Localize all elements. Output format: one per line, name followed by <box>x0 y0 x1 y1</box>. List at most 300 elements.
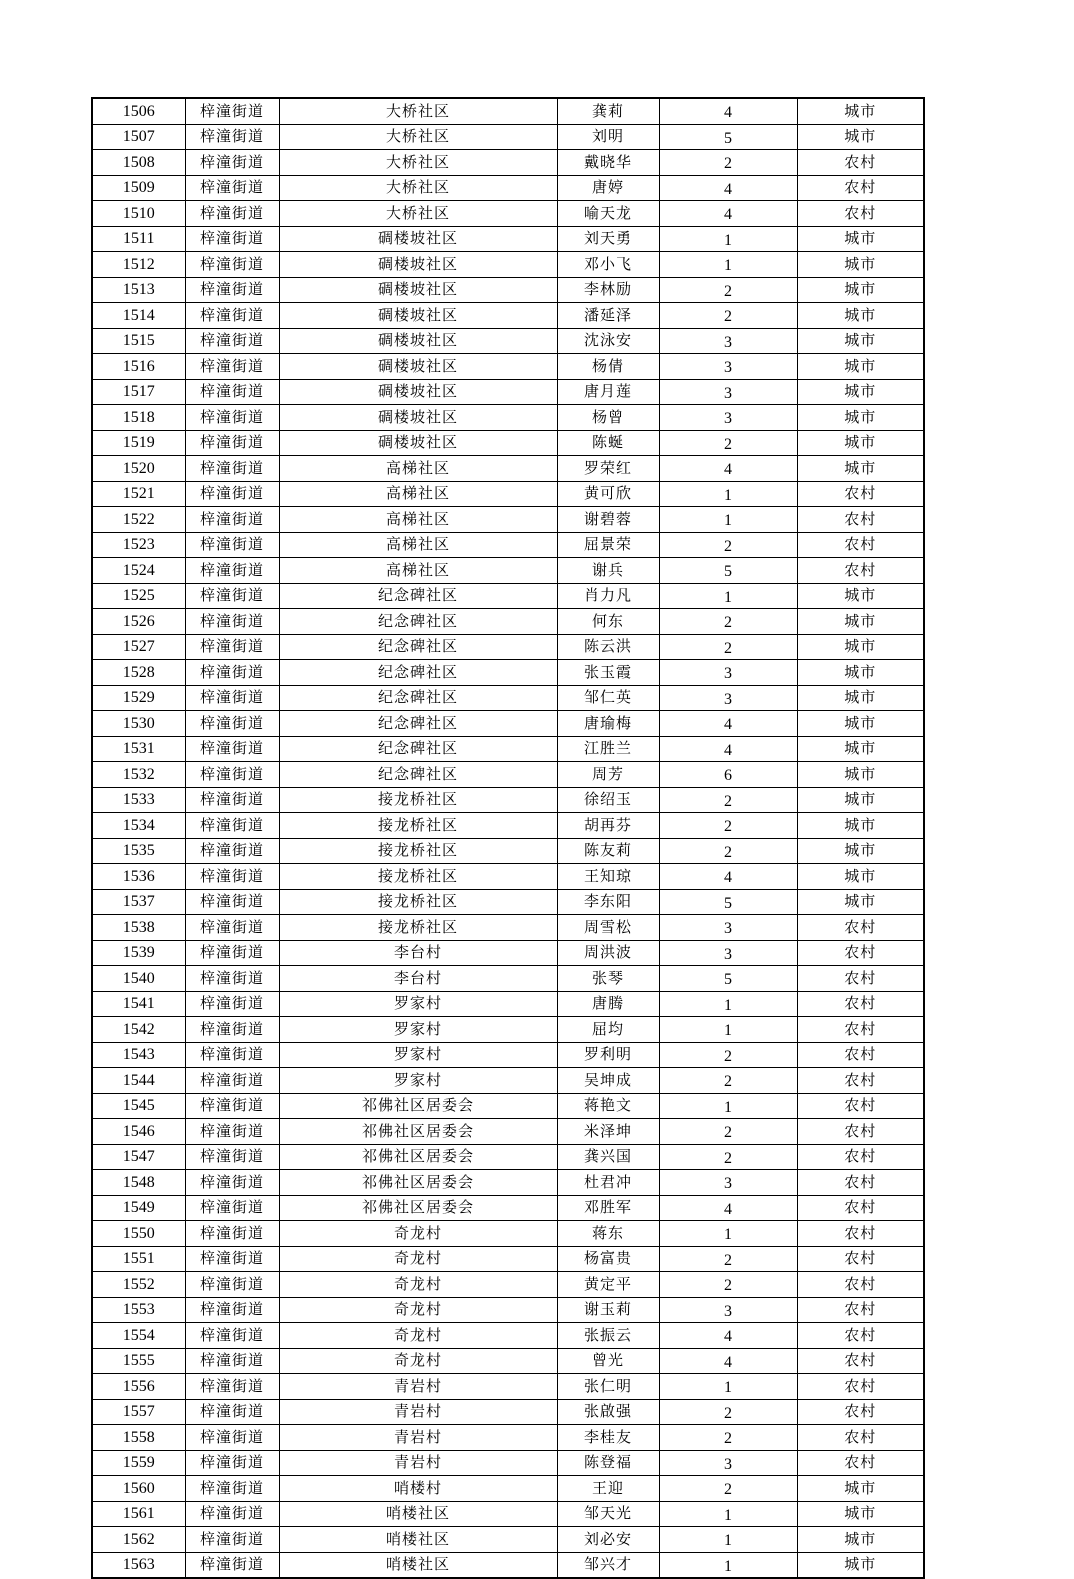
table-row <box>92 1450 924 1476</box>
serial-number-cell: 1550 <box>92 1221 185 1247</box>
name-cell: 黄定平 <box>557 1272 659 1298</box>
area-type-cell: 城市 <box>797 226 924 252</box>
household-size-cell: 5 <box>659 558 797 584</box>
street-cell: 梓潼街道 <box>185 1399 279 1425</box>
table-row <box>92 1501 924 1527</box>
table-row <box>92 507 924 533</box>
serial-number-cell: 1526 <box>92 609 185 635</box>
area-type-cell: 城市 <box>797 634 924 660</box>
street-cell: 梓潼街道 <box>185 456 279 482</box>
community-cell: 纪念碑社区 <box>279 583 557 609</box>
area-type-cell: 城市 <box>797 609 924 635</box>
serial-number-cell: 1534 <box>92 813 185 839</box>
name-cell: 邹兴才 <box>557 1552 659 1578</box>
community-cell: 青岩村 <box>279 1425 557 1451</box>
community-cell: 哨楼村 <box>279 1476 557 1502</box>
serial-number-cell: 1532 <box>92 762 185 788</box>
area-type-cell: 农村 <box>797 1093 924 1119</box>
area-type-cell: 农村 <box>797 1170 924 1196</box>
name-cell: 罗荣红 <box>557 456 659 482</box>
name-cell: 曾光 <box>557 1348 659 1374</box>
household-size-cell: 2 <box>659 838 797 864</box>
name-cell: 龚兴国 <box>557 1144 659 1170</box>
street-cell: 梓潼街道 <box>185 252 279 278</box>
serial-number-cell: 1559 <box>92 1450 185 1476</box>
table-row <box>92 379 924 405</box>
name-cell: 杨倩 <box>557 354 659 380</box>
area-type-cell: 城市 <box>797 660 924 686</box>
area-type-cell: 城市 <box>797 1476 924 1502</box>
table-row <box>92 762 924 788</box>
community-cell: 奇龙村 <box>279 1221 557 1247</box>
community-cell: 祁佛社区居委会 <box>279 1093 557 1119</box>
area-type-cell: 农村 <box>797 201 924 227</box>
household-size-cell: 2 <box>659 430 797 456</box>
table-row <box>92 277 924 303</box>
serial-number-cell: 1543 <box>92 1042 185 1068</box>
table-row <box>92 201 924 227</box>
serial-number-cell: 1535 <box>92 838 185 864</box>
serial-number-cell: 1554 <box>92 1323 185 1349</box>
table-row <box>92 634 924 660</box>
community-cell: 纪念碑社区 <box>279 736 557 762</box>
community-cell: 碉楼坡社区 <box>279 252 557 278</box>
area-type-cell: 城市 <box>797 354 924 380</box>
table-row <box>92 532 924 558</box>
community-cell: 接龙桥社区 <box>279 813 557 839</box>
community-cell: 奇龙村 <box>279 1323 557 1349</box>
name-cell: 邹仁英 <box>557 685 659 711</box>
name-cell: 邹天光 <box>557 1501 659 1527</box>
area-type-cell: 农村 <box>797 1144 924 1170</box>
table-row <box>92 787 924 813</box>
community-cell: 哨楼社区 <box>279 1552 557 1578</box>
community-cell: 青岩村 <box>279 1399 557 1425</box>
household-size-cell: 1 <box>659 583 797 609</box>
serial-number-cell: 1557 <box>92 1399 185 1425</box>
community-cell: 碉楼坡社区 <box>279 430 557 456</box>
community-cell: 高梯社区 <box>279 558 557 584</box>
table-row <box>92 864 924 890</box>
name-cell: 李林励 <box>557 277 659 303</box>
street-cell: 梓潼街道 <box>185 328 279 354</box>
community-cell: 青岩村 <box>279 1374 557 1400</box>
community-cell: 大桥社区 <box>279 150 557 176</box>
name-cell: 陈云洪 <box>557 634 659 660</box>
name-cell: 潘延泽 <box>557 303 659 329</box>
name-cell: 张玉霞 <box>557 660 659 686</box>
community-cell: 祁佛社区居委会 <box>279 1144 557 1170</box>
table-row <box>92 124 924 150</box>
community-cell: 祁佛社区居委会 <box>279 1119 557 1145</box>
name-cell: 王迎 <box>557 1476 659 1502</box>
area-type-cell: 城市 <box>797 379 924 405</box>
community-cell: 奇龙村 <box>279 1246 557 1272</box>
serial-number-cell: 1520 <box>92 456 185 482</box>
community-cell: 奇龙村 <box>279 1348 557 1374</box>
community-cell: 奇龙村 <box>279 1297 557 1323</box>
community-cell: 哨楼社区 <box>279 1501 557 1527</box>
name-cell: 周洪波 <box>557 940 659 966</box>
household-size-cell: 2 <box>659 1425 797 1451</box>
area-type-cell: 城市 <box>797 98 924 124</box>
community-cell: 接龙桥社区 <box>279 889 557 915</box>
serial-number-cell: 1510 <box>92 201 185 227</box>
household-size-cell: 1 <box>659 507 797 533</box>
street-cell: 梓潼街道 <box>185 277 279 303</box>
area-type-cell: 农村 <box>797 1374 924 1400</box>
street-cell: 梓潼街道 <box>185 838 279 864</box>
street-cell: 梓潼街道 <box>185 864 279 890</box>
name-cell: 屈景荣 <box>557 532 659 558</box>
area-type-cell: 农村 <box>797 1068 924 1094</box>
table-row <box>92 1093 924 1119</box>
household-size-cell: 2 <box>659 1042 797 1068</box>
area-type-cell: 农村 <box>797 1221 924 1247</box>
street-cell: 梓潼街道 <box>185 405 279 431</box>
table-row <box>92 328 924 354</box>
community-cell: 碉楼坡社区 <box>279 405 557 431</box>
street-cell: 梓潼街道 <box>185 1246 279 1272</box>
household-size-cell: 3 <box>659 1450 797 1476</box>
street-cell: 梓潼街道 <box>185 966 279 992</box>
name-cell: 米泽坤 <box>557 1119 659 1145</box>
name-cell: 蒋艳文 <box>557 1093 659 1119</box>
name-cell: 沈泳安 <box>557 328 659 354</box>
street-cell: 梓潼街道 <box>185 634 279 660</box>
street-cell: 梓潼街道 <box>185 991 279 1017</box>
community-cell: 接龙桥社区 <box>279 838 557 864</box>
area-type-cell: 城市 <box>797 405 924 431</box>
street-cell: 梓潼街道 <box>185 583 279 609</box>
area-type-cell: 农村 <box>797 1246 924 1272</box>
name-cell: 谢碧蓉 <box>557 507 659 533</box>
table-row <box>92 430 924 456</box>
street-cell: 梓潼街道 <box>185 481 279 507</box>
household-size-cell: 2 <box>659 1246 797 1272</box>
table-row <box>92 991 924 1017</box>
serial-number-cell: 1556 <box>92 1374 185 1400</box>
street-cell: 梓潼街道 <box>185 1501 279 1527</box>
table-row <box>92 1323 924 1349</box>
table-row <box>92 1552 924 1578</box>
area-type-cell: 城市 <box>797 328 924 354</box>
area-type-cell: 城市 <box>797 252 924 278</box>
table-row <box>92 966 924 992</box>
street-cell: 梓潼街道 <box>185 1374 279 1400</box>
community-cell: 高梯社区 <box>279 507 557 533</box>
serial-number-cell: 1551 <box>92 1246 185 1272</box>
table-row <box>92 1374 924 1400</box>
street-cell: 梓潼街道 <box>185 736 279 762</box>
community-cell: 纪念碑社区 <box>279 762 557 788</box>
table-row <box>92 1527 924 1553</box>
street-cell: 梓潼街道 <box>185 124 279 150</box>
area-type-cell: 农村 <box>797 1272 924 1298</box>
area-type-cell: 城市 <box>797 762 924 788</box>
area-type-cell: 城市 <box>797 787 924 813</box>
table-row <box>92 1042 924 1068</box>
serial-number-cell: 1511 <box>92 226 185 252</box>
serial-number-cell: 1508 <box>92 150 185 176</box>
serial-number-cell: 1558 <box>92 1425 185 1451</box>
street-cell: 梓潼街道 <box>185 660 279 686</box>
community-cell: 碉楼坡社区 <box>279 277 557 303</box>
serial-number-cell: 1561 <box>92 1501 185 1527</box>
household-size-cell: 6 <box>659 762 797 788</box>
name-cell: 李桂友 <box>557 1425 659 1451</box>
street-cell: 梓潼街道 <box>185 787 279 813</box>
community-cell: 接龙桥社区 <box>279 787 557 813</box>
serial-number-cell: 1530 <box>92 711 185 737</box>
table-row <box>92 226 924 252</box>
household-size-cell: 5 <box>659 966 797 992</box>
street-cell: 梓潼街道 <box>185 532 279 558</box>
street-cell: 梓潼街道 <box>185 98 279 124</box>
name-cell: 张琴 <box>557 966 659 992</box>
street-cell: 梓潼街道 <box>185 1425 279 1451</box>
street-cell: 梓潼街道 <box>185 430 279 456</box>
serial-number-cell: 1528 <box>92 660 185 686</box>
table-row <box>92 1348 924 1374</box>
area-type-cell: 农村 <box>797 1017 924 1043</box>
table-row <box>92 1195 924 1221</box>
street-cell: 梓潼街道 <box>185 915 279 941</box>
name-cell: 王知琼 <box>557 864 659 890</box>
area-type-cell: 农村 <box>797 966 924 992</box>
household-size-cell: 2 <box>659 634 797 660</box>
serial-number-cell: 1507 <box>92 124 185 150</box>
name-cell: 徐绍玉 <box>557 787 659 813</box>
street-cell: 梓潼街道 <box>185 711 279 737</box>
street-cell: 梓潼街道 <box>185 1068 279 1094</box>
area-type-cell: 农村 <box>797 1399 924 1425</box>
serial-number-cell: 1538 <box>92 915 185 941</box>
name-cell: 杜君冲 <box>557 1170 659 1196</box>
table-row <box>92 736 924 762</box>
community-cell: 祁佛社区居委会 <box>279 1170 557 1196</box>
serial-number-cell: 1540 <box>92 966 185 992</box>
table-row <box>92 354 924 380</box>
serial-number-cell: 1515 <box>92 328 185 354</box>
household-size-cell: 2 <box>659 609 797 635</box>
table-row <box>92 303 924 329</box>
serial-number-cell: 1536 <box>92 864 185 890</box>
area-type-cell: 城市 <box>797 1501 924 1527</box>
serial-number-cell: 1545 <box>92 1093 185 1119</box>
community-cell: 接龙桥社区 <box>279 915 557 941</box>
community-cell: 碉楼坡社区 <box>279 226 557 252</box>
name-cell: 张啟强 <box>557 1399 659 1425</box>
street-cell: 梓潼街道 <box>185 762 279 788</box>
name-cell: 张仁明 <box>557 1374 659 1400</box>
name-cell: 罗利明 <box>557 1042 659 1068</box>
household-size-cell: 5 <box>659 889 797 915</box>
name-cell: 黄可欣 <box>557 481 659 507</box>
household-size-cell: 4 <box>659 1348 797 1374</box>
household-size-cell: 3 <box>659 660 797 686</box>
street-cell: 梓潼街道 <box>185 507 279 533</box>
table-row <box>92 150 924 176</box>
serial-number-cell: 1552 <box>92 1272 185 1298</box>
community-cell: 高梯社区 <box>279 481 557 507</box>
street-cell: 梓潼街道 <box>185 1450 279 1476</box>
name-cell: 江胜兰 <box>557 736 659 762</box>
area-type-cell: 城市 <box>797 685 924 711</box>
area-type-cell: 农村 <box>797 558 924 584</box>
serial-number-cell: 1544 <box>92 1068 185 1094</box>
household-size-cell: 1 <box>659 1527 797 1553</box>
serial-number-cell: 1542 <box>92 1017 185 1043</box>
name-cell: 李东阳 <box>557 889 659 915</box>
serial-number-cell: 1546 <box>92 1119 185 1145</box>
serial-number-cell: 1560 <box>92 1476 185 1502</box>
community-cell: 纪念碑社区 <box>279 660 557 686</box>
name-cell: 胡再芬 <box>557 813 659 839</box>
household-size-cell: 2 <box>659 1399 797 1425</box>
street-cell: 梓潼街道 <box>185 889 279 915</box>
serial-number-cell: 1513 <box>92 277 185 303</box>
area-type-cell: 城市 <box>797 430 924 456</box>
area-type-cell: 城市 <box>797 864 924 890</box>
community-cell: 奇龙村 <box>279 1272 557 1298</box>
street-cell: 梓潼街道 <box>185 303 279 329</box>
area-type-cell: 农村 <box>797 532 924 558</box>
serial-number-cell: 1549 <box>92 1195 185 1221</box>
household-size-cell: 2 <box>659 532 797 558</box>
household-size-cell: 1 <box>659 1501 797 1527</box>
area-type-cell: 城市 <box>797 456 924 482</box>
serial-number-cell: 1517 <box>92 379 185 405</box>
serial-number-cell: 1523 <box>92 532 185 558</box>
street-cell: 梓潼街道 <box>185 226 279 252</box>
table-row <box>92 660 924 686</box>
serial-number-cell: 1562 <box>92 1527 185 1553</box>
community-cell: 大桥社区 <box>279 175 557 201</box>
name-cell: 陈登福 <box>557 1450 659 1476</box>
serial-number-cell: 1548 <box>92 1170 185 1196</box>
serial-number-cell: 1509 <box>92 175 185 201</box>
name-cell: 刘天勇 <box>557 226 659 252</box>
community-cell: 罗家村 <box>279 1068 557 1094</box>
household-size-cell: 4 <box>659 1195 797 1221</box>
area-type-cell: 城市 <box>797 124 924 150</box>
household-size-cell: 1 <box>659 1093 797 1119</box>
street-cell: 梓潼街道 <box>185 1527 279 1553</box>
serial-number-cell: 1512 <box>92 252 185 278</box>
name-cell: 陈友莉 <box>557 838 659 864</box>
table-row <box>92 1170 924 1196</box>
table-row <box>92 1144 924 1170</box>
household-size-cell: 3 <box>659 405 797 431</box>
community-cell: 纪念碑社区 <box>279 634 557 660</box>
table-row <box>92 889 924 915</box>
household-size-cell: 3 <box>659 1297 797 1323</box>
household-size-cell: 1 <box>659 1374 797 1400</box>
table-row <box>92 1119 924 1145</box>
table-row <box>92 813 924 839</box>
table-row <box>92 558 924 584</box>
table-row <box>92 1272 924 1298</box>
name-cell: 刘明 <box>557 124 659 150</box>
street-cell: 梓潼街道 <box>185 1017 279 1043</box>
table-row <box>92 481 924 507</box>
street-cell: 梓潼街道 <box>185 1042 279 1068</box>
community-cell: 高梯社区 <box>279 532 557 558</box>
community-cell: 祁佛社区居委会 <box>279 1195 557 1221</box>
area-type-cell: 农村 <box>797 1297 924 1323</box>
table-row <box>92 685 924 711</box>
community-cell: 哨楼社区 <box>279 1527 557 1553</box>
household-size-cell: 3 <box>659 354 797 380</box>
household-size-cell: 4 <box>659 736 797 762</box>
household-size-cell: 4 <box>659 456 797 482</box>
name-cell: 邓小飞 <box>557 252 659 278</box>
table-row <box>92 583 924 609</box>
street-cell: 梓潼街道 <box>185 1272 279 1298</box>
table-row <box>92 1476 924 1502</box>
community-cell: 碉楼坡社区 <box>279 328 557 354</box>
table-row <box>92 609 924 635</box>
area-type-cell: 农村 <box>797 1425 924 1451</box>
name-cell: 何东 <box>557 609 659 635</box>
household-size-cell: 1 <box>659 991 797 1017</box>
community-cell: 纪念碑社区 <box>279 711 557 737</box>
serial-number-cell: 1537 <box>92 889 185 915</box>
area-type-cell: 城市 <box>797 1552 924 1578</box>
community-cell: 碉楼坡社区 <box>279 379 557 405</box>
community-cell: 纪念碑社区 <box>279 609 557 635</box>
area-type-cell: 农村 <box>797 150 924 176</box>
area-type-cell: 城市 <box>797 813 924 839</box>
street-cell: 梓潼街道 <box>185 813 279 839</box>
household-size-cell: 1 <box>659 226 797 252</box>
household-size-cell: 2 <box>659 277 797 303</box>
household-size-cell: 4 <box>659 711 797 737</box>
household-size-cell: 2 <box>659 1144 797 1170</box>
name-cell: 周雪松 <box>557 915 659 941</box>
serial-number-cell: 1516 <box>92 354 185 380</box>
community-cell: 碉楼坡社区 <box>279 354 557 380</box>
household-size-cell: 2 <box>659 303 797 329</box>
street-cell: 梓潼街道 <box>185 1297 279 1323</box>
table-row <box>92 252 924 278</box>
name-cell: 屈均 <box>557 1017 659 1043</box>
serial-number-cell: 1527 <box>92 634 185 660</box>
household-size-cell: 3 <box>659 1170 797 1196</box>
table-row <box>92 940 924 966</box>
table-row <box>92 98 924 124</box>
household-size-cell: 3 <box>659 379 797 405</box>
household-size-cell: 2 <box>659 1272 797 1298</box>
serial-number-cell: 1506 <box>92 98 185 124</box>
street-cell: 梓潼街道 <box>185 685 279 711</box>
community-cell: 纪念碑社区 <box>279 685 557 711</box>
serial-number-cell: 1531 <box>92 736 185 762</box>
community-cell: 李台村 <box>279 940 557 966</box>
community-cell: 李台村 <box>279 966 557 992</box>
serial-number-cell: 1518 <box>92 405 185 431</box>
street-cell: 梓潼街道 <box>185 175 279 201</box>
street-cell: 梓潼街道 <box>185 1221 279 1247</box>
name-cell: 吴坤成 <box>557 1068 659 1094</box>
community-cell: 接龙桥社区 <box>279 864 557 890</box>
household-size-cell: 4 <box>659 98 797 124</box>
serial-number-cell: 1533 <box>92 787 185 813</box>
community-cell: 青岩村 <box>279 1450 557 1476</box>
name-cell: 邓胜军 <box>557 1195 659 1221</box>
serial-number-cell: 1529 <box>92 685 185 711</box>
